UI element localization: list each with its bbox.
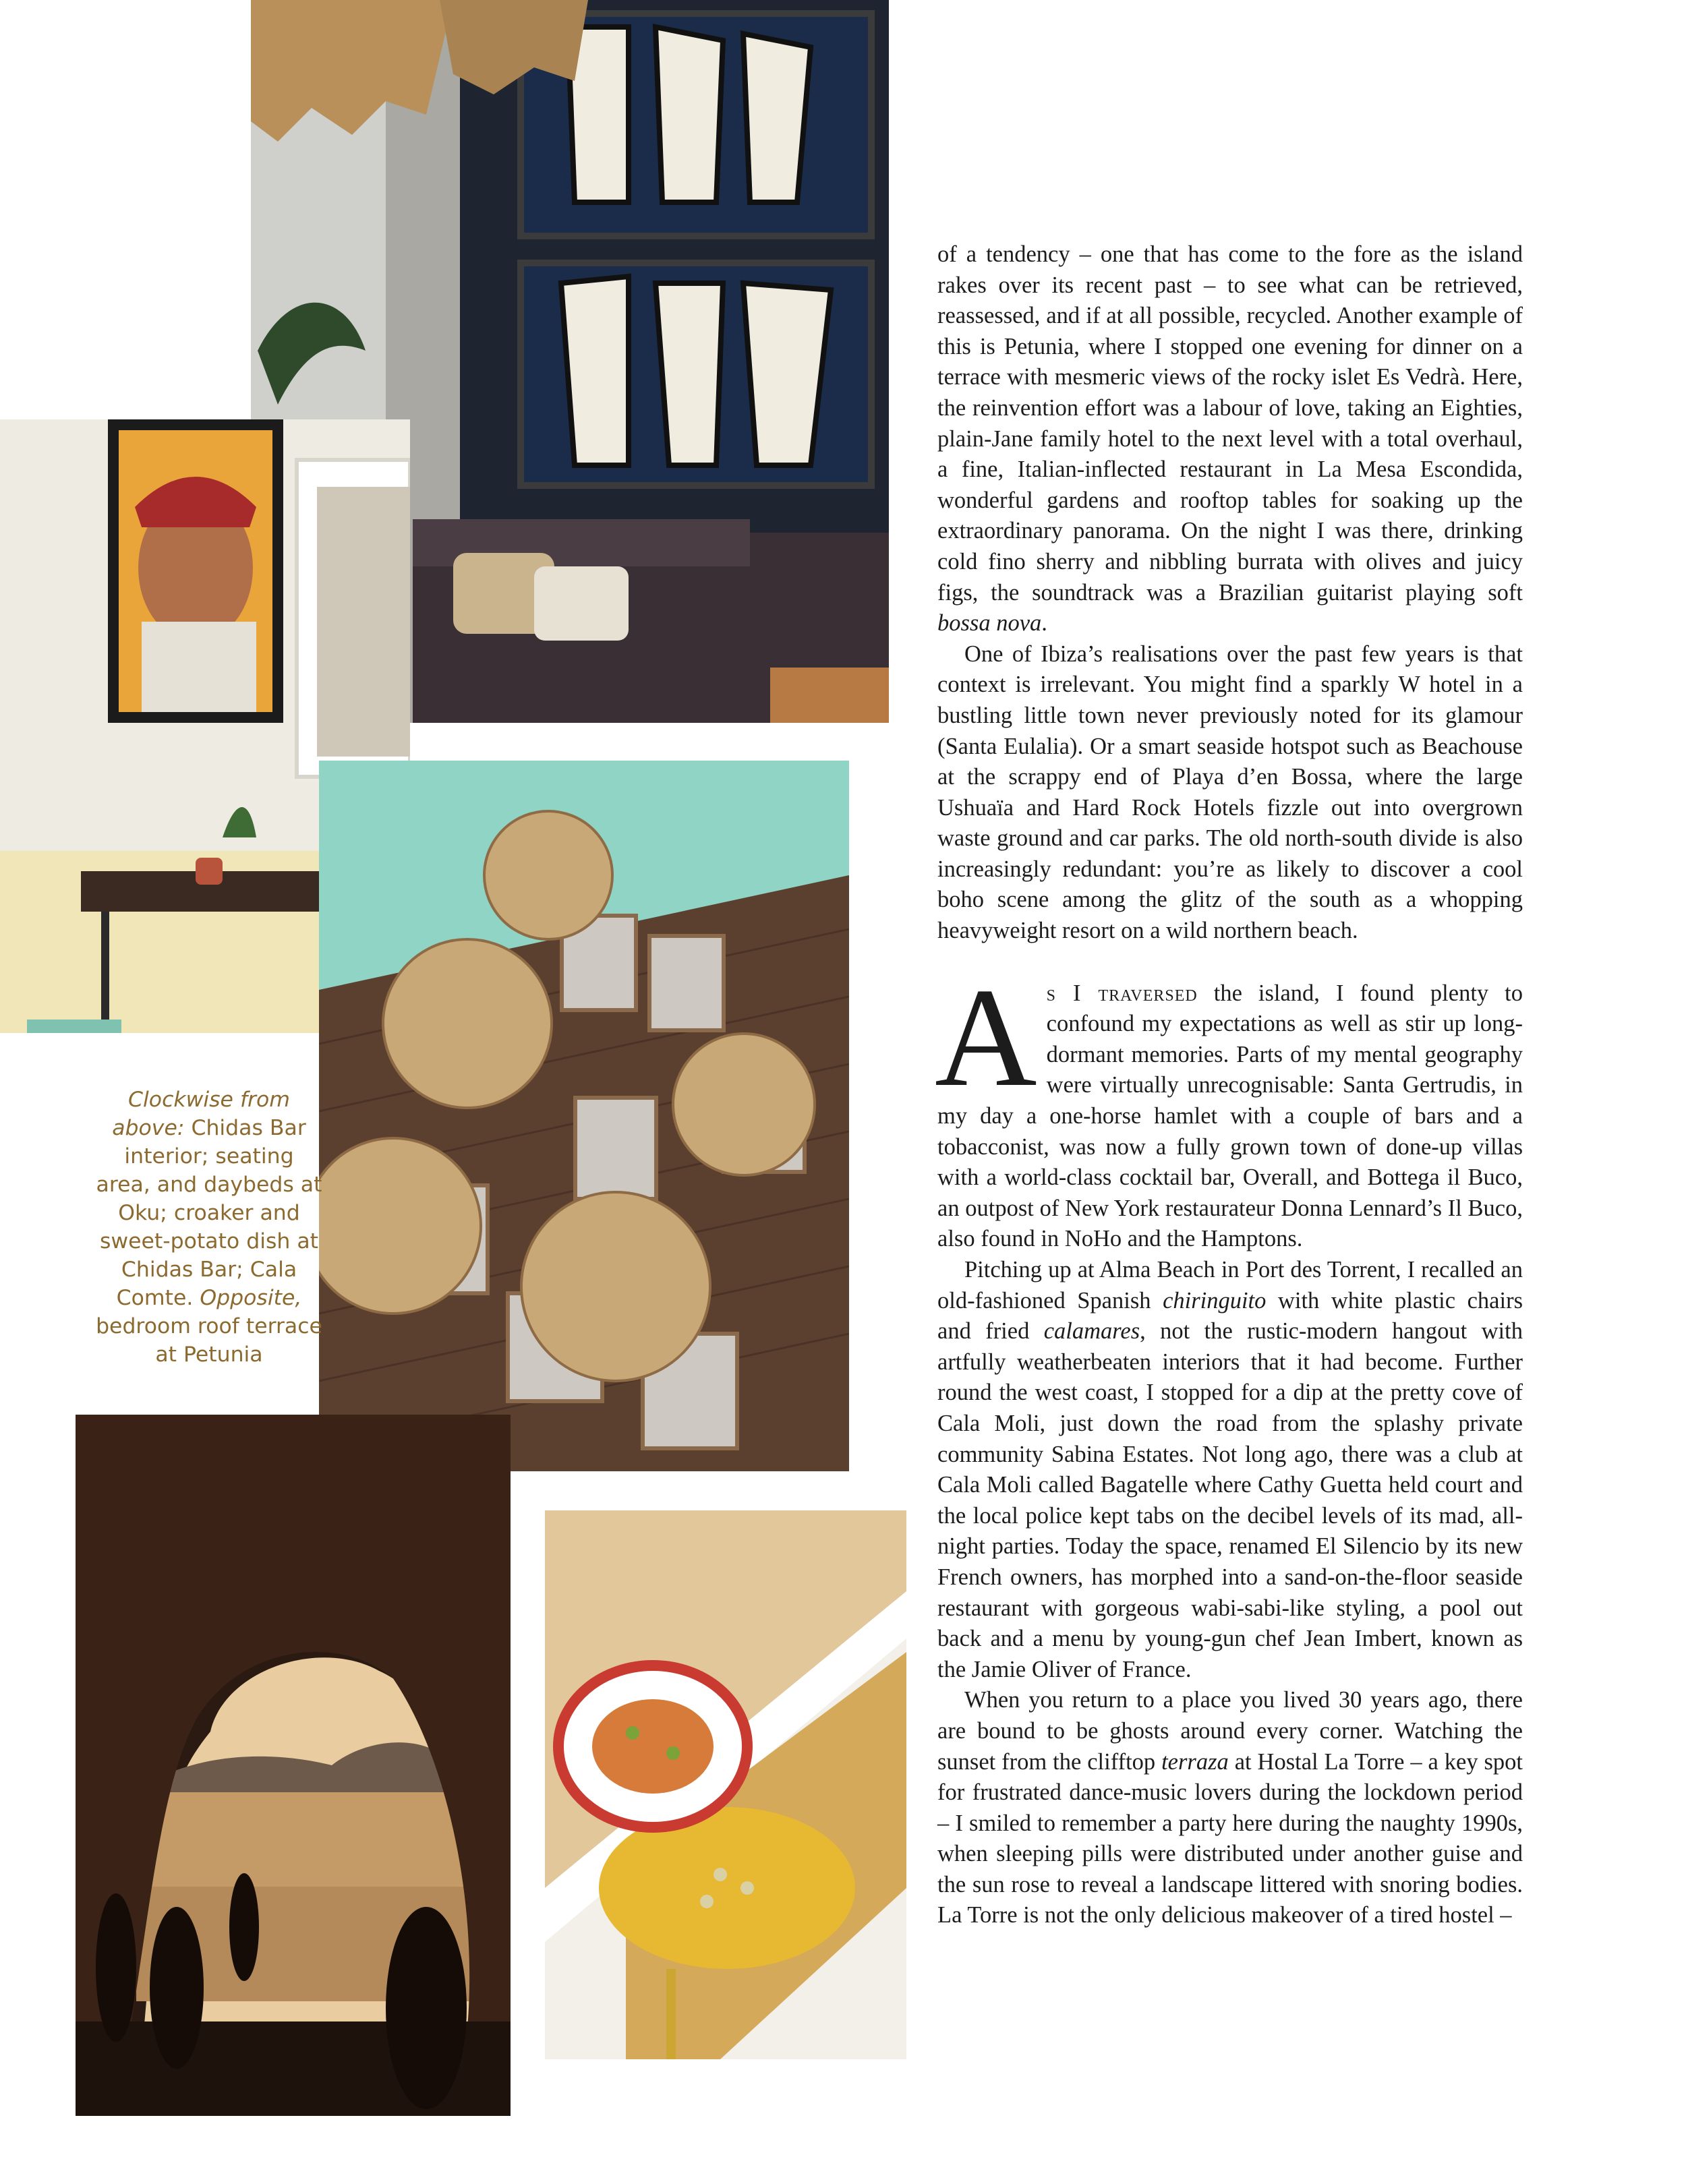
article-paragraph-3 (935, 959, 1523, 1255)
small-caps-lead: s I traversed (1046, 980, 1198, 1006)
paragraph-text: When you return to a place you lived 30 years ago, there are bound to be ghosts around every corner. Watching the sunset from the clifftop (937, 1687, 1523, 1775)
photo-caption (94, 1086, 324, 1369)
paragraph-text: of a tendency – one that has come to the fore as the island rakes over its recent past – to see what can be retrieved, reassessed, and if at all possible, recycled. Another example of this is Petunia, where I stopped one evening for dinner on a terrace with mesmeric views of the rocky islet Es Vedrà. Here, the reinvention effort was a labour of love, taking an Eighties, plain-Jane family hotel to the next level with a total overhaul, a fine, Italian-inflected restaurant in La Mesa Escondida, wonderful gardens and rooftop tables for soaking up the extraordinary panorama. On the night I was there, drinking cold fino sherry and nibbling burrata with olives and juicy figs, the soundtrack was a Brazilian guitarist playing soft (937, 241, 1523, 606)
article-paragraph-1 (937, 239, 1523, 639)
caption-opposite-label: Opposite, (200, 1286, 302, 1310)
caption-lead: Clockwise from above: (112, 1088, 290, 1140)
caption-body: Chidas Bar interior; seating area, and daybeds at Oku; croaker and sweet-potato dish at Chidas Bar; Cala Comte. (96, 1116, 322, 1310)
paragraph-text: . (1041, 610, 1047, 637)
article-body (937, 239, 1523, 1931)
paragraph-text: , not the rustic-modern hangout with artfully weatherbeaten interiors that it had become. Further round the west coast, I stopped for a dip at the pretty cove of Cala Moli, just down the road from the splashy private community Sabina Estates. Not long ago, there was a club at Cala Moli called Bagatelle where Cathy Guetta held court and the local police kept tabs on the decibel levels of its mad, all-night parties. Today the space, renamed El Silencio by its new French owners, has morphed into a sand-on-the-floor seaside restaurant with gorgeous wabi-sabi-like styling, a pool out back and a menu by young-gun chef Jean Imbert, known as the Jamie Oliver of France. (937, 1318, 1523, 1682)
italic-text: calamares (1043, 1318, 1140, 1345)
paragraph-text: Pitching up at Alma Beach in Port des Torrent, I recalled an old-fashioned Spanish (937, 1257, 1523, 1314)
drop-cap: A (935, 959, 1037, 1116)
italic-text: terraza (1161, 1748, 1229, 1775)
italic-text: bossa nova (937, 610, 1042, 637)
photo-croaker-dish-chidas-bar (545, 1510, 906, 2059)
caption-opposite-body: bedroom roof terrace at Petunia (96, 1314, 322, 1367)
photo-daybeds-oku (319, 761, 849, 1471)
paragraph-text: the island, I found plenty to confound my expectations as well as stir up long-dormant memories. Parts of my mental geography were virtually unrecognisable: Santa Gertrudis, in my day a one-horse hamlet with a couple of bars and a tobacconist, was now a fully grown town of done-up villas with a world-class cocktail bar, Overall, and Bottega il Buco, an outpost of New York restaurateur Donna Lennard’s Il Buco, also found in NoHo and the Hamptons. (937, 980, 1523, 1252)
italic-text: chiringuito (1163, 1287, 1267, 1314)
article-paragraph-5 (937, 1685, 1523, 1931)
article-paragraph-2: One of Ibiza’s realisations over the past few years is that context is irrelevant. You might find a sparkly W hotel in a bustling little town never previously noted for its glamour (Santa Eulalia). Or a smart seaside hotspot such as Beachouse at the scrappy end of Playa d’en Bossa, where the large Ushuaïa and Hard Rock Hotels fizzle out into overgrown waste ground and car parks. The old north-south divide is also increasingly redundant: you’re as likely to discover a cool boho scene among the glitz of the south as a whopping heavyweight resort on a wild northern beach. (937, 641, 1523, 944)
paragraph-text: with white plastic chairs and fried (937, 1287, 1523, 1345)
paragraph-text: at Hostal La Torre – a key spot for frustrated dance-music lovers during the lockdown period – I smiled to remember a party here during the naughty 1990s, when sleeping pills were distributed under another guise and the sun rose to reveal a landscape littered with snoring bodies. La Torre is not the only delicious makeover of a tired hostel – (937, 1748, 1523, 1928)
article-paragraph-4 (937, 1255, 1523, 1685)
photo-cala-comte (76, 1415, 511, 2116)
